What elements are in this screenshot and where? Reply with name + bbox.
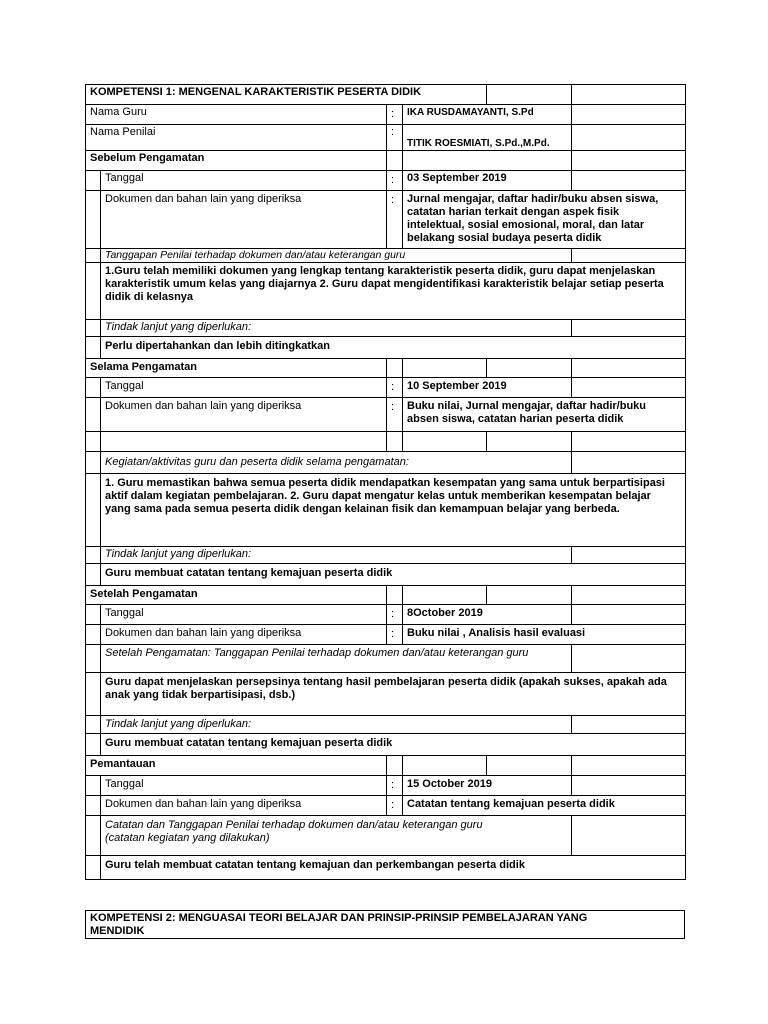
dokumen-label: Dokumen dan bahan lain yang diperiksa	[101, 191, 387, 249]
indent-cell	[86, 378, 101, 398]
empty-cell	[387, 432, 403, 452]
sebelum-pengamatan-heading: Sebelum Pengamatan	[86, 151, 387, 171]
colon: :	[387, 125, 403, 151]
tindak-lanjut-label: Tindak lanjut yang diperlukan:	[101, 320, 572, 337]
indent-cell	[86, 564, 101, 586]
kegiatan-value: 1. Guru memastikan bahwa semua peserta didik mendapatkan kesempatan yang sama untuk berpartisipasi aktif dalam kegiatan pembelajaran. 2. Guru dapat mengatur kelas untuk memberikan kesempatan belajar yang sama pada semua peserta didik dengan kelainan fisik dan kemampuan belajar yang berbeda.	[101, 474, 686, 547]
colon: :	[387, 378, 403, 398]
catatan-label	[101, 816, 572, 856]
empty-cell	[572, 816, 686, 856]
empty-cell	[487, 586, 572, 605]
empty-cell	[403, 359, 487, 378]
tanggal-label: Tanggal	[101, 378, 387, 398]
empty-cell	[572, 776, 686, 796]
kompetensi-2-table	[85, 910, 685, 939]
indent-cell	[86, 171, 101, 191]
tanggapan-label: Setelah Pengamatan: Tanggapan Penilai terhadap dokumen dan/atau keterangan guru	[101, 645, 572, 673]
tanggal-label: Tanggal	[101, 171, 387, 191]
empty-cell	[572, 151, 686, 171]
indent-cell	[86, 796, 101, 816]
kompetensi-2-title: KOMPETENSI 2: MENGUASAI TEORI BELAJAR DAN PRINSIP-PRINSIP PEMBELAJARAN YANG MENDIDIK	[86, 911, 685, 939]
tanggal-value: 10 September 2019	[403, 378, 572, 398]
kompetensi-2-table-wrapper	[85, 910, 685, 939]
tindak-lanjut-value: Guru membuat catatan tentang kemajuan peserta didik	[101, 734, 686, 756]
indent-cell	[86, 337, 101, 359]
dokumen-value: Buku nilai , Analisis hasil evaluasi	[403, 625, 686, 645]
empty-cell	[403, 756, 487, 776]
selama-pengamatan-heading: Selama Pengamatan	[86, 359, 387, 378]
tanggapan-label: Tanggapan Penilai terhadap dokumen dan/atau keterangan guru	[101, 249, 572, 263]
indent-cell	[86, 645, 101, 673]
indent-cell	[86, 474, 101, 547]
empty-cell	[572, 586, 686, 605]
setelah-pengamatan-heading: Setelah Pengamatan	[86, 586, 387, 605]
catatan-label-line-2: (catatan kegiatan yang dilakukan)	[105, 832, 270, 844]
pemantauan-heading: Pemantauan	[86, 756, 387, 776]
indent-cell	[86, 320, 101, 337]
empty-cell	[387, 151, 403, 171]
colon: :	[387, 796, 403, 816]
tanggal-label: Tanggal	[101, 776, 387, 796]
indent-cell	[86, 547, 101, 564]
tanggal-value: 8October 2019	[403, 605, 572, 625]
kompetensi-1-title: KOMPETENSI 1: MENGENAL KARAKTERISTIK PESERTA DIDIK	[86, 85, 487, 105]
dokumen-value: Jurnal mengajar, daftar hadir/buku absen siswa, catatan harian terkait dengan aspek fisik intelektual, sosial emosional, moral, dan latar belakang sosial budaya peserta didik	[403, 191, 686, 249]
empty-cell	[572, 432, 686, 452]
empty-cell	[572, 716, 686, 734]
empty-cell	[572, 105, 686, 125]
dokumen-label: Dokumen dan bahan lain yang diperiksa	[101, 625, 387, 645]
dokumen-label: Dokumen dan bahan lain yang diperiksa	[101, 398, 387, 432]
empty-cell	[487, 432, 572, 452]
indent-cell	[86, 263, 101, 320]
catatan-value: Guru telah membuat catatan tentang kemajuan dan perkembangan peserta didik	[101, 856, 686, 880]
catatan-label-line-1: Catatan dan Tanggapan Penilai terhadap dokumen dan/atau keterangan guru	[105, 819, 483, 831]
nama-guru-value: IKA RUSDAMAYANTI, S.Pd	[403, 105, 572, 125]
tindak-lanjut-label: Tindak lanjut yang diperlukan:	[101, 547, 572, 564]
indent-cell	[86, 776, 101, 796]
colon: :	[387, 398, 403, 432]
kompetensi-1-table	[85, 84, 686, 880]
dokumen-label: Dokumen dan bahan lain yang diperiksa	[101, 796, 387, 816]
tanggapan-value: Guru dapat menjelaskan persepsinya tentang hasil pembelajaran peserta didik (apakah sukses, apakah ada anak yang tidak berpartisipasi, dsb.)	[101, 673, 686, 716]
kompetensi-1-table-wrapper	[85, 84, 685, 880]
tindak-lanjut-value: Guru membuat catatan tentang kemajuan peserta didik	[101, 564, 686, 586]
empty-cell	[572, 756, 686, 776]
empty-cell	[572, 249, 686, 263]
indent-cell	[86, 432, 101, 452]
empty-cell	[572, 452, 686, 474]
empty-cell	[387, 756, 403, 776]
empty-cell	[403, 151, 572, 171]
empty-cell	[487, 359, 572, 378]
dokumen-value: Catatan tentang kemajuan peserta didik	[403, 796, 686, 816]
empty-cell	[403, 586, 487, 605]
indent-cell	[86, 249, 101, 263]
tanggal-value: 15 October 2019	[403, 776, 572, 796]
empty-cell	[387, 586, 403, 605]
colon: :	[387, 776, 403, 796]
indent-cell	[86, 734, 101, 756]
indent-cell	[86, 398, 101, 432]
empty-cell	[572, 85, 686, 105]
empty-cell	[487, 756, 572, 776]
empty-cell	[572, 320, 686, 337]
empty-cell	[487, 85, 572, 105]
empty-cell	[572, 359, 686, 378]
empty-cell	[572, 378, 686, 398]
indent-cell	[86, 816, 101, 856]
colon: :	[387, 171, 403, 191]
dokumen-value: Buku nilai, Jurnal mengajar, daftar hadir/buku absen siswa, catatan harian peserta didik	[403, 398, 686, 432]
indent-cell	[86, 625, 101, 645]
tanggal-value: 03 September 2019	[403, 171, 572, 191]
kegiatan-label: Kegiatan/aktivitas guru dan peserta didik selama pengamatan:	[101, 452, 572, 474]
indent-cell	[86, 716, 101, 734]
tanggapan-value: 1.Guru telah memiliki dokumen yang lengkap tentang karakteristik peserta didik, guru dapat menjelaskan karakteristik umum kelas yang diajarnya 2. Guru dapat mengidentifikasi karakteristik belajar setiap peserta didik di kelasnya	[101, 263, 686, 320]
indent-cell	[86, 452, 101, 474]
nama-penilai-value: TITIK ROESMIATI, S.Pd.,M.Pd.	[403, 125, 572, 151]
indent-cell	[86, 856, 101, 880]
empty-cell	[572, 547, 686, 564]
empty-cell	[572, 645, 686, 673]
empty-cell	[101, 432, 387, 452]
colon: :	[387, 191, 403, 249]
empty-cell	[572, 171, 686, 191]
indent-cell	[86, 605, 101, 625]
empty-cell	[572, 125, 686, 151]
tanggal-label: Tanggal	[101, 605, 387, 625]
colon: :	[387, 605, 403, 625]
tindak-lanjut-label: Tindak lanjut yang diperlukan:	[101, 716, 572, 734]
colon: :	[387, 105, 403, 125]
empty-cell	[572, 605, 686, 625]
tindak-lanjut-value: Perlu dipertahankan dan lebih ditingkatkan	[101, 337, 686, 359]
colon: :	[387, 625, 403, 645]
indent-cell	[86, 191, 101, 249]
nama-penilai-label: Nama Penilai	[86, 125, 387, 151]
nama-guru-label: Nama Guru	[86, 105, 387, 125]
indent-cell	[86, 673, 101, 716]
empty-cell	[387, 359, 403, 378]
empty-cell	[403, 432, 487, 452]
